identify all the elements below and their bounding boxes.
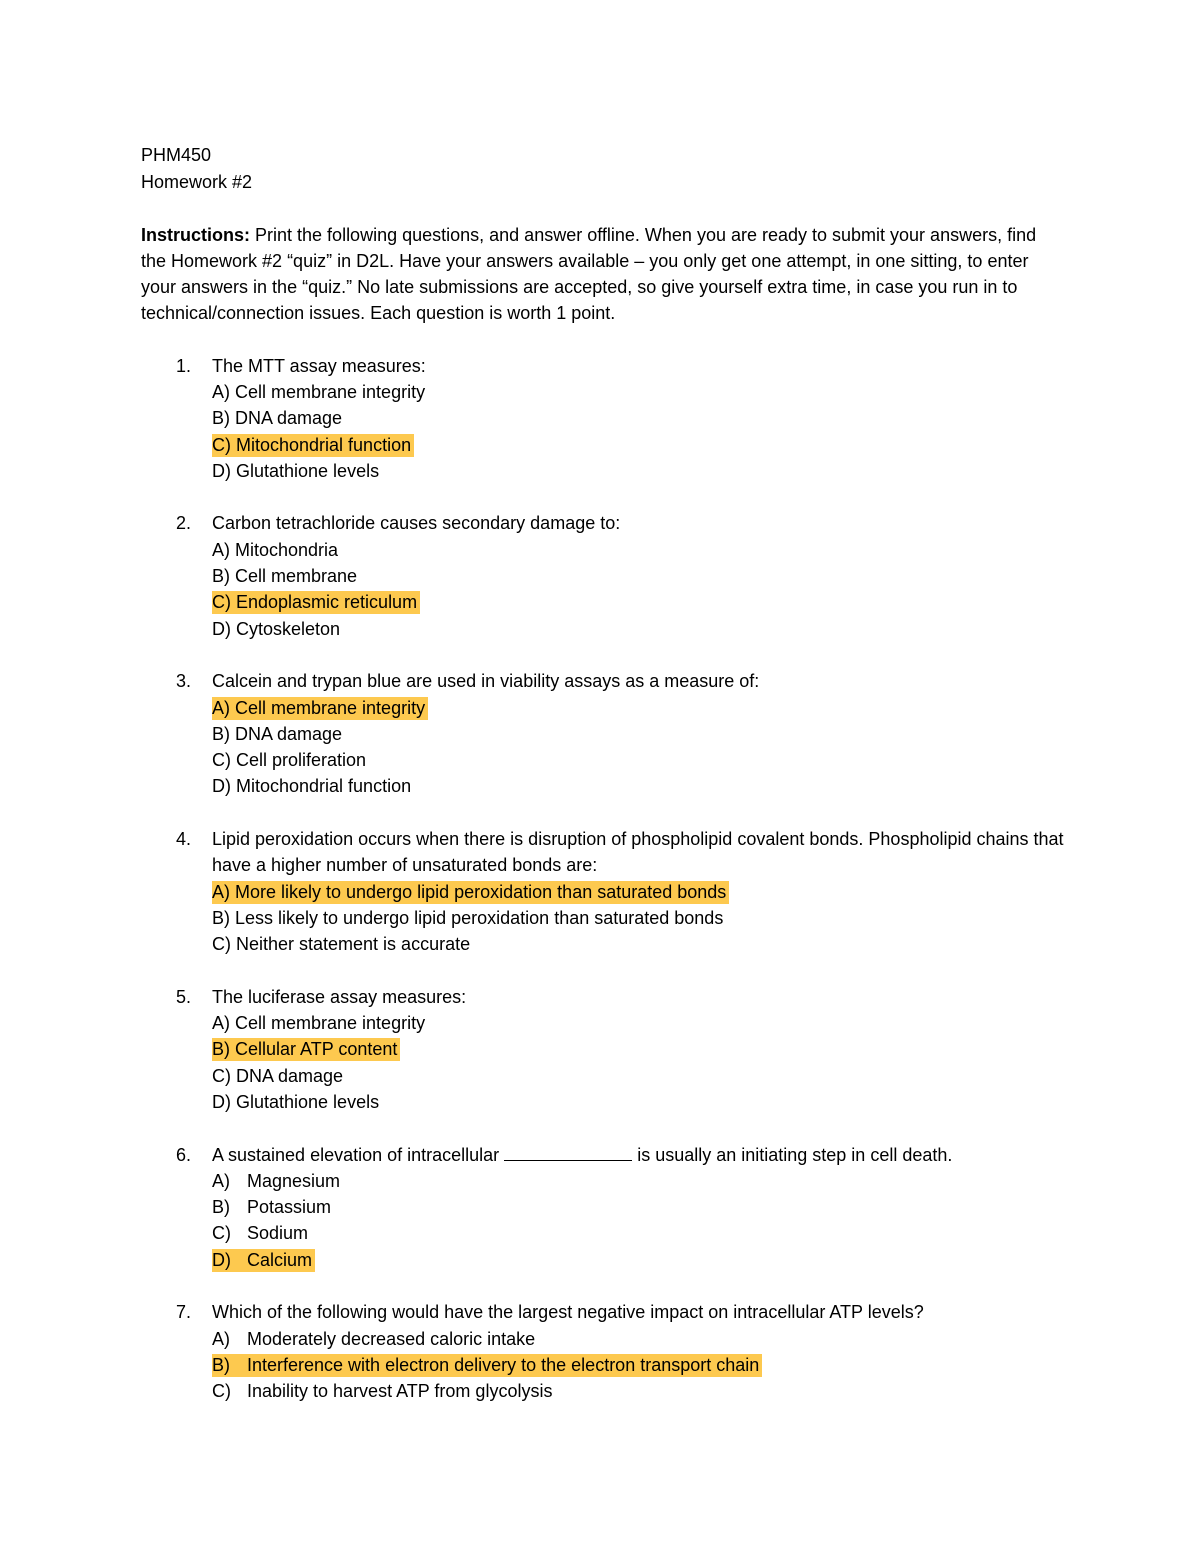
option-c: C) Neither statement is accurate	[212, 934, 471, 955]
question-text: Lipid peroxidation occurs when there is disruption of phospholipid covalent bonds. Phospholipid chains that have a higher number of unsaturated bonds are:	[212, 829, 1064, 876]
answer-highlight: B) Cellular ATP content	[212, 1038, 400, 1061]
option-b: B) DNA damage	[212, 723, 343, 744]
question-list	[141, 353, 1064, 1405]
option-d-selected	[212, 1247, 1061, 1273]
option-c: C) Cell proliferation	[212, 750, 367, 771]
course-code: PHM450	[141, 145, 212, 165]
question-text: Carbon tetrachloride causes secondary damage to:	[212, 513, 621, 534]
question-2	[141, 510, 1061, 641]
question-text: A sustained elevation of intracellular is usually an initiating step in cell death.	[212, 1144, 953, 1165]
option-d: D) Glutathione levels	[212, 460, 380, 481]
option-b-selected	[212, 1352, 1061, 1378]
question-1	[141, 353, 1061, 484]
option-c: C) Inability to harvest ATP from glycolysis	[212, 1381, 553, 1402]
question-number: 5.	[176, 986, 192, 1007]
option-a: A) Moderately decreased caloric intake	[212, 1328, 536, 1349]
question-number: 4.	[176, 829, 192, 850]
document-page	[141, 142, 1064, 1431]
option-a: A) Magnesium	[212, 1170, 341, 1191]
question-text: Calcein and trypan blue are used in viability assays as a measure of:	[212, 671, 760, 692]
fill-in-blank	[504, 1144, 632, 1161]
option-c-selected	[212, 432, 1061, 458]
option-a: A) Mitochondria	[212, 539, 339, 560]
question-3	[141, 668, 1061, 799]
question-5	[141, 984, 1061, 1115]
answer-highlight: C) Endoplasmic reticulum	[212, 591, 420, 614]
option-c-selected	[212, 589, 1061, 615]
option-b: B) Potassium	[212, 1197, 332, 1218]
option-d: D) Glutathione levels	[212, 1092, 380, 1112]
question-number: 6.	[176, 1144, 192, 1165]
question-text: The MTT assay measures:	[212, 355, 426, 376]
question-number: 7.	[176, 1302, 192, 1323]
option-c: C) DNA damage	[212, 1065, 344, 1086]
answer-highlight: A) Cell membrane integrity	[212, 697, 428, 720]
option-a: A) Cell membrane integrity	[212, 381, 426, 402]
answer-highlight: A) More likely to undergo lipid peroxidation than saturated bonds	[212, 881, 729, 904]
question-number: 1.	[176, 355, 192, 376]
question-text: Which of the following would have the largest negative impact on intracellular ATP levels?	[212, 1302, 924, 1323]
option-d: D) Mitochondrial function	[212, 776, 412, 797]
question-7	[141, 1299, 1061, 1404]
option-b: B) Cell membrane	[212, 566, 358, 587]
answer-highlight: D) Calcium	[212, 1249, 315, 1272]
option-b: B) DNA damage	[212, 408, 343, 429]
option-a-selected	[212, 695, 1061, 721]
question-number: 2.	[176, 513, 192, 534]
option-a-selected	[212, 879, 1061, 905]
option-a: A) Cell membrane integrity	[212, 1013, 426, 1034]
question-text: The luciferase assay measures:	[212, 986, 467, 1007]
question-number: 3.	[176, 671, 192, 692]
answer-highlight: B) Interference with electron delivery to the electron transport chain	[212, 1354, 762, 1377]
option-b-selected	[212, 1036, 1061, 1062]
instructions-paragraph	[141, 222, 1056, 327]
option-c: C) Sodium	[212, 1223, 309, 1244]
option-d: D) Cytoskeleton	[212, 618, 341, 639]
option-b: B) Less likely to undergo lipid peroxidation than saturated bonds	[212, 907, 724, 928]
instructions-label: Instructions:	[141, 224, 251, 245]
answer-highlight: C) Mitochondrial function	[212, 434, 414, 457]
question-4	[141, 826, 1064, 957]
instructions-text: Print the following questions, and answer offline. When you are ready to submit your answers, find the Homework #2 “quiz” in D2L. Have your answers available – you only get one attempt, in one sitting, to enter your answers in the “quiz.” No late submissions are accepted, so give yourself extra time, in case you run in to technical/connection issues. Each question is worth 1 point.	[141, 224, 1037, 324]
document-header	[141, 142, 1061, 195]
question-6	[141, 1142, 1061, 1273]
assignment-title: Homework #2	[141, 171, 253, 192]
